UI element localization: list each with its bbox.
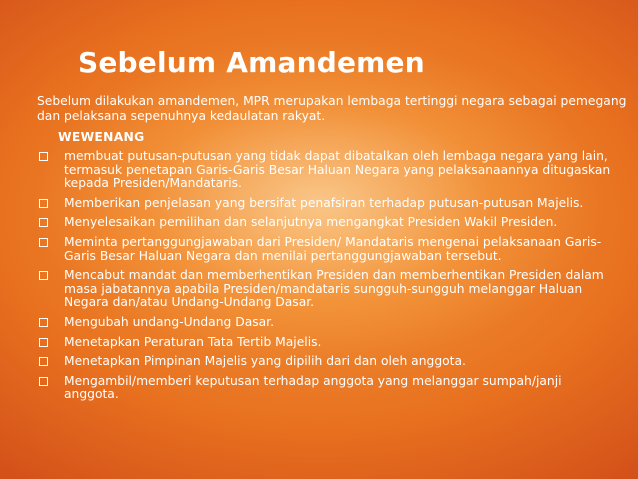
list-item [37, 236, 617, 263]
list-item [37, 197, 617, 211]
list-item [37, 269, 617, 310]
list-item-text: Mengubah undang-Undang Dasar. [64, 314, 275, 329]
list-item-text: Mencabut mandat dan memberhentikan Presiden dan memberhentikan Presiden dalam masa jabatannya apabila Presiden/mandataris sungguh-sungguh melanggar Haluan Negara dan/atau Undang-Undang Dasar. [64, 268, 604, 310]
list-item [37, 336, 617, 350]
list-item-text: Menyelesaikan pemilihan dan selanjutnya mengangkat Presiden Wakil Presiden. [64, 215, 558, 230]
slide-title: Sebelum Amandemen [78, 46, 425, 79]
square-bullet-icon [39, 199, 48, 208]
list-item [37, 150, 617, 191]
intro-paragraph: Sebelum dilakukan amandemen, MPR merupakan lembaga tertinggi negara sebagai pemegang dan pelaksana sepenuhnya kedaulatan rakyat. [37, 94, 627, 123]
square-bullet-icon [39, 318, 48, 327]
list-item [37, 216, 617, 230]
list-item [37, 316, 617, 330]
square-bullet-icon [39, 152, 48, 161]
square-bullet-icon [39, 377, 48, 386]
list-item-text: Menetapkan Peraturan Tata Tertib Majelis. [64, 334, 322, 349]
square-bullet-icon [39, 338, 48, 347]
square-bullet-icon [39, 271, 48, 280]
square-bullet-icon [39, 218, 48, 227]
list-item-text: Menetapkan Pimpinan Majelis yang dipilih dari dan oleh anggota. [64, 354, 466, 369]
list-item [37, 375, 617, 402]
authority-list [37, 150, 617, 408]
list-item [37, 355, 617, 369]
list-item-text: Memberikan penjelasan yang bersifat penafsiran terhadap putusan-putusan Majelis. [64, 195, 584, 210]
list-item-text: membuat putusan-putusan yang tidak dapat dibatalkan oleh lembaga negara yang lain, termasuk penetapan Garis-Garis Besar Haluan Negara yang pelaksanaannya ditugaskan kepada Presiden/Mandataris. [64, 149, 611, 191]
square-bullet-icon [39, 357, 48, 366]
list-item-text: Mengambil/memberi keputusan terhadap anggota yang melanggar sumpah/janji anggota. [64, 373, 562, 402]
list-item-text: Meminta pertanggungjawaban dari Presiden/ Mandataris mengenai pelaksanaan Garis-Garis Besar Haluan Negara dan menilai pertanggungjawaban tersebut. [64, 234, 602, 263]
section-heading: WEWENANG [58, 130, 145, 144]
square-bullet-icon [39, 238, 48, 247]
